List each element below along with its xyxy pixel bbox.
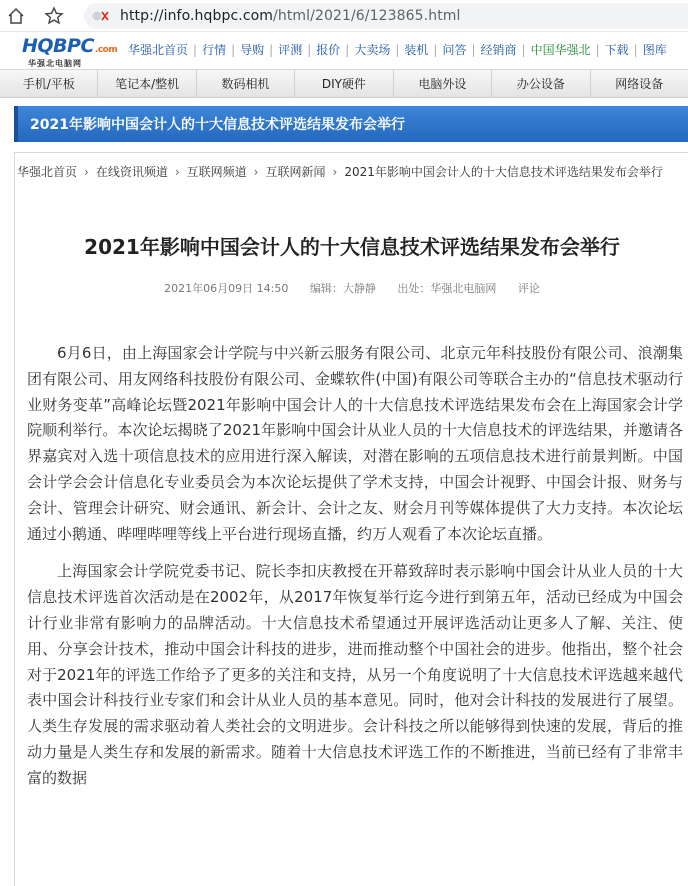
category-tab[interactable]: 数码相机 (197, 70, 295, 97)
banner-title: 2021年影响中国会计人的十大信息技术评选结果发布会举行 (30, 117, 405, 133)
breadcrumb-arrow-icon: › (253, 165, 259, 179)
category-tab[interactable]: DIY硬件 (295, 70, 393, 97)
breadcrumb-arrow-icon: › (332, 165, 338, 179)
title-banner (14, 106, 688, 142)
top-nav-link[interactable]: 下载 (604, 43, 629, 57)
bookmark-button[interactable] (40, 2, 68, 30)
breadcrumb-item[interactable]: 互联网频道 (186, 165, 247, 179)
article-container (14, 152, 688, 886)
top-nav-link[interactable]: 华强北首页 (128, 43, 189, 57)
nav-separator: | (521, 42, 526, 57)
top-nav-link[interactable]: 图库 (642, 43, 667, 57)
top-nav-link[interactable]: 经销商 (480, 43, 517, 57)
article-body (27, 341, 683, 804)
paragraph: 上海国家会计学院党委书记、院长李扣庆教授在开幕致辞时表示影响中国会计从业人员的十大信息技术评选首次活动是在2002年，从2017年恢复举行迄今进行到第五年，活动已经成为中国会计行业非常有影响力的品牌活动。十大信息技术希望通过开展评选活动让更多人了解、关注、使用、分享会计技术，推动中国会计科技的进步，进而推动整个中国社会的进步。他指出，整个社会对于2021年的评选工作给予了更多的关注和支持，从另一个角度说明了十大信息技术评选越来越代表中国会计科技行业专家们和会计从业人员的基本意见。同时，他对会计科技的发展进行了展望。人类生存发展的需求驱动着人类社会的文明进步。会计科技之所以能够得到快速的发展，背后的推动力量是人类生存和发展的新需求。随着十大信息技术评选工作的不断推进，当前已经有了非常丰富的数据 (27, 562, 683, 787)
category-tab[interactable]: 办公设备 (492, 70, 590, 97)
nav-separator: | (269, 42, 274, 57)
nav-separator: | (193, 42, 198, 57)
breadcrumb-arrow-icon: › (84, 165, 89, 179)
browser-toolbar (0, 0, 688, 32)
top-nav-link[interactable]: 装机 (404, 43, 429, 57)
nav-separator: | (307, 42, 312, 57)
top-nav-link[interactable]: 中国华强北 (530, 43, 591, 57)
category-nav (0, 69, 688, 98)
category-tab[interactable]: 笔记本/整机 (98, 70, 196, 97)
nav-separator: | (471, 42, 476, 57)
paragraph: 6月6日，由上海国家会计学院与中兴新云服务有限公司、北京元年科技股份有限公司、浪潮集团有限公司、用友网络科技股份有限公司、金蝶软件(中国)有限公司等联合主办的“信息技术驱动行业财务变革”高峰论坛暨2021年影响中国会计人的十大信息技术评选结果发布会在上海国家会计学院顺利举行。本次论坛揭晓了2021年影响中国会计从业人员的十大信息技术的评选结果，并邀请各界嘉宾对入选十项信息技术的应用进行深入解读，对潜在影响的五项信息技术进行前景判断。中国会计学会会计信息化专业委员会为本次论坛提供了学术支持，中国会计视野、中国会计报、财务与会计、管理会计研究、财会通讯、新会计、会计之友、财会月刊等媒体提供了大力支持。本次论坛通过小鹅通、哔哩哔哩等线上平台进行现场直播，约万人观看了本次论坛直播。 (27, 344, 683, 543)
category-tab[interactable]: 电脑外设 (394, 70, 492, 97)
publish-date: 2021年06月09日 14:50 (164, 282, 289, 295)
site-header (0, 33, 688, 67)
top-nav-link[interactable]: 行情 (202, 43, 227, 57)
nav-separator: | (395, 42, 400, 57)
not-secure-icon[interactable] (92, 7, 110, 25)
top-nav-link[interactable]: 问答 (442, 43, 467, 57)
article-meta (15, 280, 688, 296)
top-nav-link[interactable]: 评测 (278, 43, 303, 57)
nav-separator: | (595, 42, 600, 57)
home-icon (7, 7, 25, 25)
editor: 编辑：大静静 (309, 282, 376, 295)
nav-separator: | (231, 42, 236, 57)
source[interactable]: 出处：华强北电脑网 (397, 282, 497, 295)
breadcrumb-arrow-icon: › (174, 165, 180, 179)
nav-separator: | (345, 42, 350, 57)
top-nav (128, 41, 667, 58)
nav-separator: | (633, 42, 638, 57)
category-tab[interactable]: 网络设备 (615, 77, 664, 91)
top-nav-link[interactable]: 大卖场 (354, 43, 391, 57)
site-logo[interactable]: HQBPC.com 华强北电脑网 (22, 35, 118, 68)
breadcrumb-item: 2021年影响中国会计人的十大信息技术评选结果发布会举行 (344, 165, 663, 179)
nav-separator: | (433, 42, 438, 57)
home-button[interactable] (2, 2, 30, 30)
url-text[interactable]: http://info.hqbpc.com/html/2021/6/123865.html (120, 8, 461, 24)
breadcrumb (17, 161, 681, 183)
star-icon (44, 6, 64, 26)
breadcrumb-item[interactable]: 华强北首页 (17, 165, 78, 179)
breadcrumb-item[interactable]: 互联网新闻 (265, 165, 326, 179)
comment-link[interactable]: 评论 (517, 282, 540, 295)
address-bar[interactable] (84, 3, 688, 29)
top-nav-link[interactable]: 报价 (316, 43, 341, 57)
top-nav-link[interactable]: 导购 (240, 43, 265, 57)
breadcrumb-item[interactable]: 在线资讯频道 (95, 165, 168, 179)
category-tab[interactable]: 手机/平板 (0, 70, 98, 97)
article-title: 2021年影响中国会计人的十大信息技术评选结果发布会举行 (84, 235, 620, 259)
